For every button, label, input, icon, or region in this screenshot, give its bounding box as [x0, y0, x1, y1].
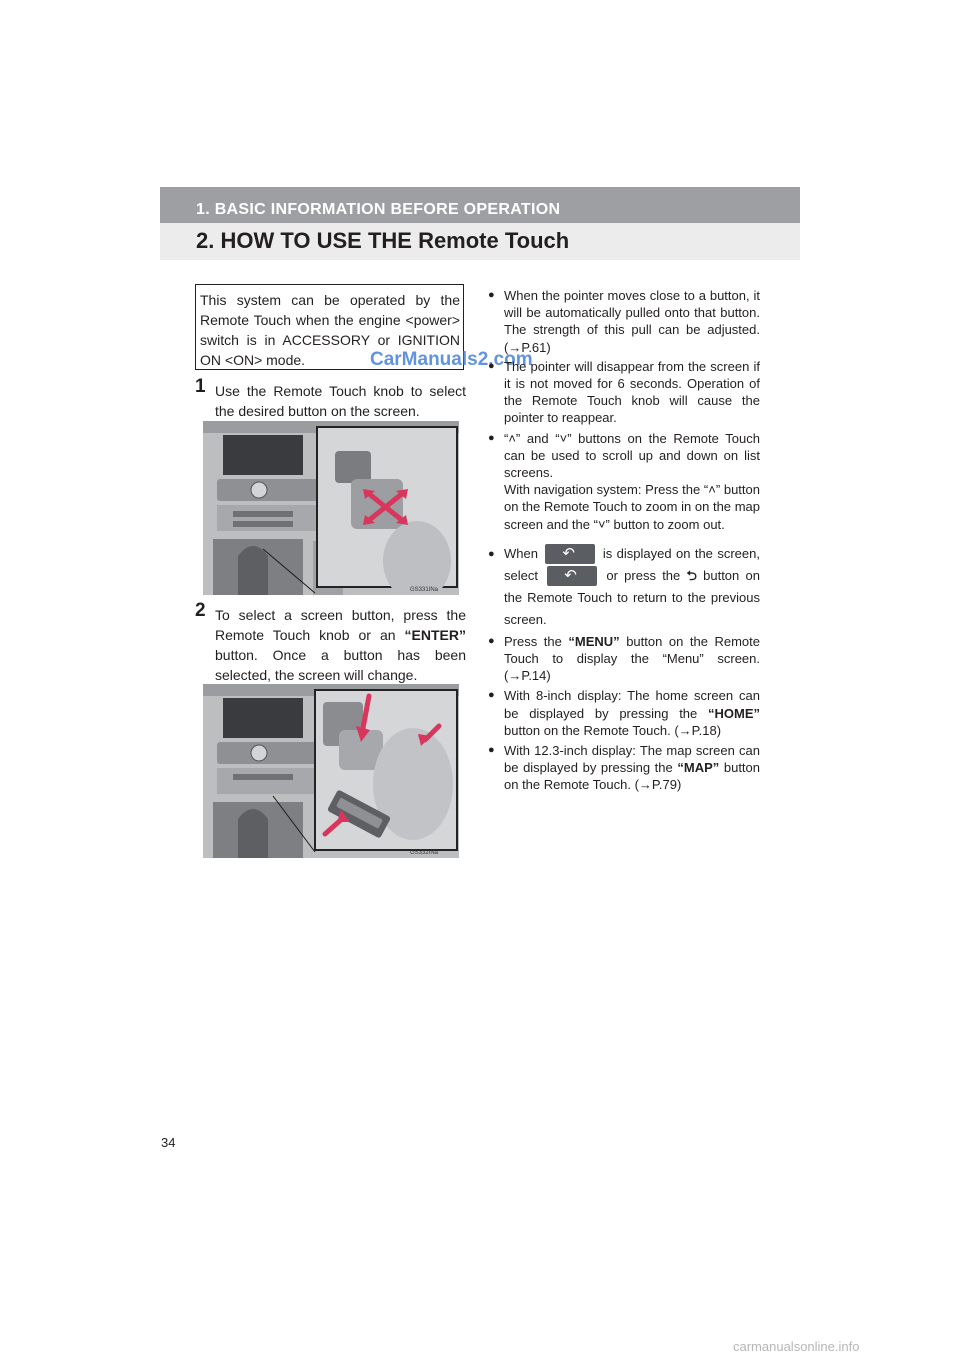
- step-text: Use the Remote Touch knob to select the desired button on the screen.: [215, 383, 466, 419]
- figure-code: GS331INa: [410, 587, 439, 593]
- watermark: CarManuals2.com: [370, 349, 533, 370]
- note-text: or press the: [606, 567, 681, 583]
- note-text: button on the Remote Touch. (→P.79): [504, 760, 760, 793]
- page-number: 34: [161, 1135, 176, 1150]
- intro-box: This system can be operated by the Remote Touch when the engine <power> switch is in ACCESSORY or IGNITION ON <ON> mode.: [195, 284, 464, 370]
- note-text: “˄” and “˅” buttons on the Remote Touch can be used to scroll up and down on list screens.: [504, 430, 760, 481]
- note-text: With navigation system: Press the “˄” button on the Remote Touch to zoom in on the map screen and the “˅” button to zoom out.: [504, 482, 760, 532]
- home-label: “HOME”: [708, 705, 760, 721]
- note-text: is displayed on the screen, select: [504, 545, 760, 583]
- page-title: 2. HOW TO USE THE Remote Touch: [196, 228, 570, 253]
- page-title-bar: [160, 223, 800, 260]
- step-number: 2: [195, 600, 206, 621]
- note-text: button on the Remote Touch to display the “Menu” screen. (→P.14): [504, 633, 760, 684]
- figure-1: [203, 421, 459, 595]
- note-text: button on the Remote Touch. (→P.18): [504, 722, 722, 738]
- menu-label: “MENU”: [568, 633, 620, 649]
- figure-2: [203, 684, 459, 858]
- back-screen-icon: [547, 566, 597, 586]
- section-title: 1. BASIC INFORMATION BEFORE OPERATION: [196, 201, 561, 218]
- note-item: [488, 633, 760, 685]
- note-text: With 8-inch display: The home screen can be displayed by pressing the: [504, 688, 760, 721]
- note-item: [488, 358, 760, 427]
- note-text: button on the Remote Touch to return to the previous screen.: [504, 567, 760, 627]
- figure-code: GS332INa: [410, 850, 439, 856]
- step-number: 1: [195, 376, 206, 397]
- step-text-after: button. Once a button has been selected, the screen will change.: [215, 647, 466, 683]
- note-text: When: [504, 545, 538, 561]
- map-label: “MAP”: [677, 760, 720, 776]
- step-2: [195, 600, 466, 685]
- note-item: [488, 742, 760, 794]
- note-text: With 12.3-inch display: The map screen can be displayed by pressing the: [504, 743, 760, 776]
- note-item-back: [488, 543, 760, 631]
- step-text-before: To select a screen button, press the Remote Touch knob or an: [215, 607, 466, 643]
- back-screen-icon: [545, 544, 595, 564]
- note-text: Press the: [504, 633, 569, 649]
- back-button-icon: ⮌: [686, 567, 697, 583]
- note-text: When the pointer moves close to a button, it will be automatically pulled onto that button. The strength of this pull can be adjusted. (→P.61): [504, 288, 760, 355]
- note-item: [488, 687, 760, 739]
- step-1: [195, 376, 466, 421]
- notes-list: [488, 287, 760, 794]
- footer-watermark: carmanualsonline.info: [733, 1339, 860, 1354]
- section-header: [160, 187, 800, 223]
- note-item: [488, 430, 760, 533]
- note-text: The pointer will disappear from the screen if it is not moved for 6 seconds. Operation of the Remote Touch knob will cause the pointer to reappear.: [504, 358, 760, 426]
- note-item: [488, 287, 760, 356]
- enter-label: “ENTER”: [404, 627, 466, 643]
